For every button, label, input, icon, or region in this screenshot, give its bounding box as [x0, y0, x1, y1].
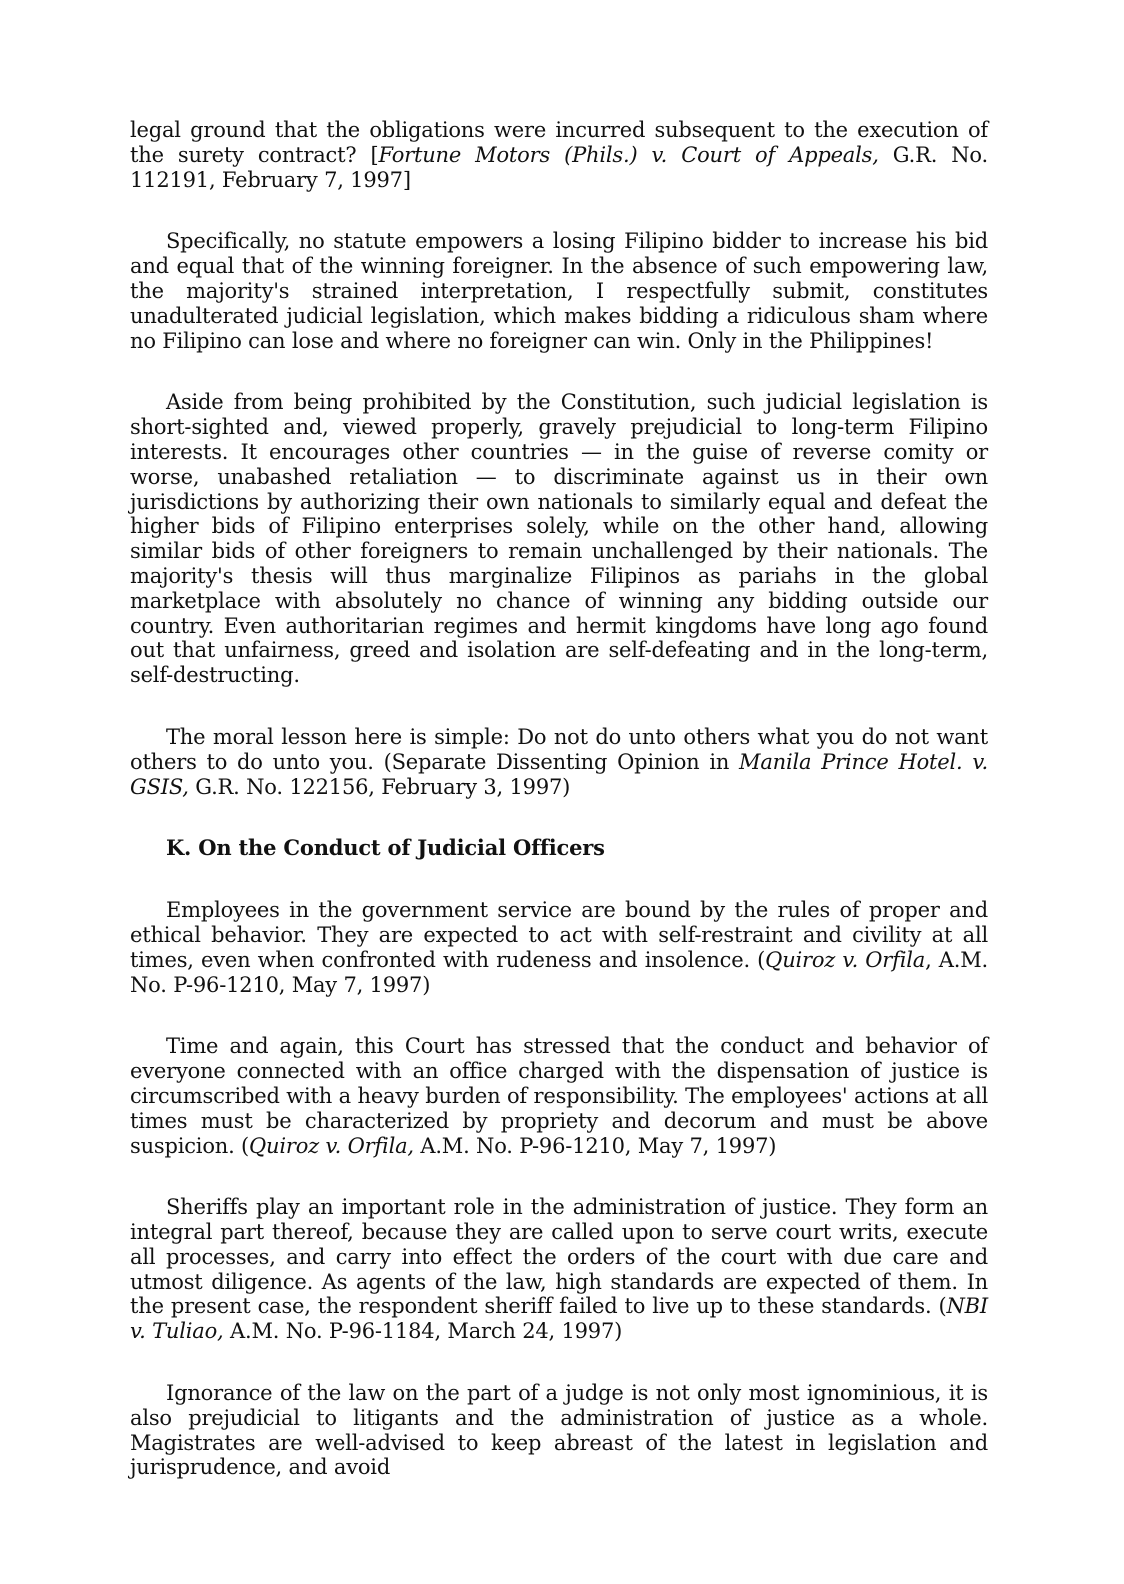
- case-citation: NBI v. Tuliao,: [130, 1294, 988, 1344]
- section-heading: K. On the Conduct of Judicial Officers: [166, 835, 605, 861]
- spacer: [130, 799, 988, 836]
- paragraph-ignorance-of-law: Ignorance of the law on the part of a judge is not only most ignominious, it is also prejudicial to litigants and the administration of justice as a whole. Magistrates are well-advised to keep abreast of the latest in legislation and jurisprudence, and avoid: [130, 1381, 988, 1480]
- spacer: [130, 861, 988, 898]
- case-citation: Quiroz v. Orfila: [765, 947, 926, 972]
- paragraph-judicial-legislation: Aside from being prohibited by the Constitution, such judicial legislation is short-sighted and, viewed properly, gravely prejudicial to long-term Filipino interests. It encourages other countries — in the guise of reverse comity or worse, unabashed retaliation — to discriminate against us in their own jurisdictions by authorizing their own nationals to similarly equal and defeat the higher bids of Filipino enterprises solely, while on the other hand, allowing similar bids of other foreigners to remain unchallenged by their nationals. The majority's thesis will thus marginalize Filipinos as pariahs in the global marketplace with absolutely no chance of winning any bidding outside our country. Even authoritarian regimes and hermit kingdoms have long ago found out that unfairness, greed and isolation are self-defeating and in the long-term, self-destructing.: [130, 390, 988, 688]
- paragraph-employees-conduct: Employees in the government service are bound by the rules of proper and ethical behavior. They are expected to act with self-restraint and civility at all times, even when confronted with rudeness and insolence. (Quiroz v. Orfila, A.M. No. P-96-1210, May 7, 1997): [130, 898, 988, 997]
- spacer: [130, 688, 988, 725]
- paragraph-office-responsibility: Time and again, this Court has stressed that the conduct and behavior of everyone connected with an office charged with the dispensation of justice is circumscribed with a heavy burden of responsibility. The employees' actions at all times must be characterized by propriety and decorum and must be above suspicion. (Quiroz v. Orfila, A.M. No. P-96-1210, May 7, 1997): [130, 1034, 988, 1158]
- paragraph-moral-lesson: The moral lesson here is simple: Do not do unto others what you do not want others to do unto you. (Separate Dissenting Opinion in Manila Prince Hotel. v. GSIS, G.R. No. 122156, February 3, 1997): [130, 724, 988, 799]
- case-citation: Quiroz v. Orfila,: [249, 1133, 414, 1158]
- case-citation: Manila Prince Hotel. v. GSIS,: [130, 749, 988, 799]
- spacer: [130, 192, 988, 229]
- spacer: [130, 997, 988, 1034]
- case-citation: Fortune Motors (Phils.) v. Court of Appeals,: [378, 142, 879, 167]
- spacer: [130, 353, 988, 390]
- paragraph-sheriffs: Sheriffs play an important role in the administration of justice. They form an integral part thereof, because they are called upon to serve court writs, execute all processes, and carry into effect the orders of the court with due care and utmost diligence. As agents of the law, high standards are expected of them. In the present case, the respondent sheriff failed to live up to these standards. (NBI v. Tuliao, A.M. No. P-96-1184, March 24, 1997): [130, 1195, 988, 1344]
- spacer: [130, 1344, 988, 1381]
- paragraph-fortune-motors: legal ground that the obligations were incurred subsequent to the execution of the surety contract? [Fortune Motors (Phils.) v. Court of Appeals, G.R. No. 112191, February 7, 1997]: [130, 118, 988, 192]
- spacer: [130, 1158, 988, 1195]
- paragraph-losing-bidder: Specifically, no statute empowers a losing Filipino bidder to increase his bid and equal that of the winning foreigner. In the absence of such empowering law, the majority's strained interpretation, I respectfully submit, constitutes unadulterated judicial legislation, which makes bidding a ridiculous sham where no Filipino can lose and where no foreigner can win. Only in the Philippines!: [130, 229, 988, 353]
- document-page: [130, 118, 988, 1480]
